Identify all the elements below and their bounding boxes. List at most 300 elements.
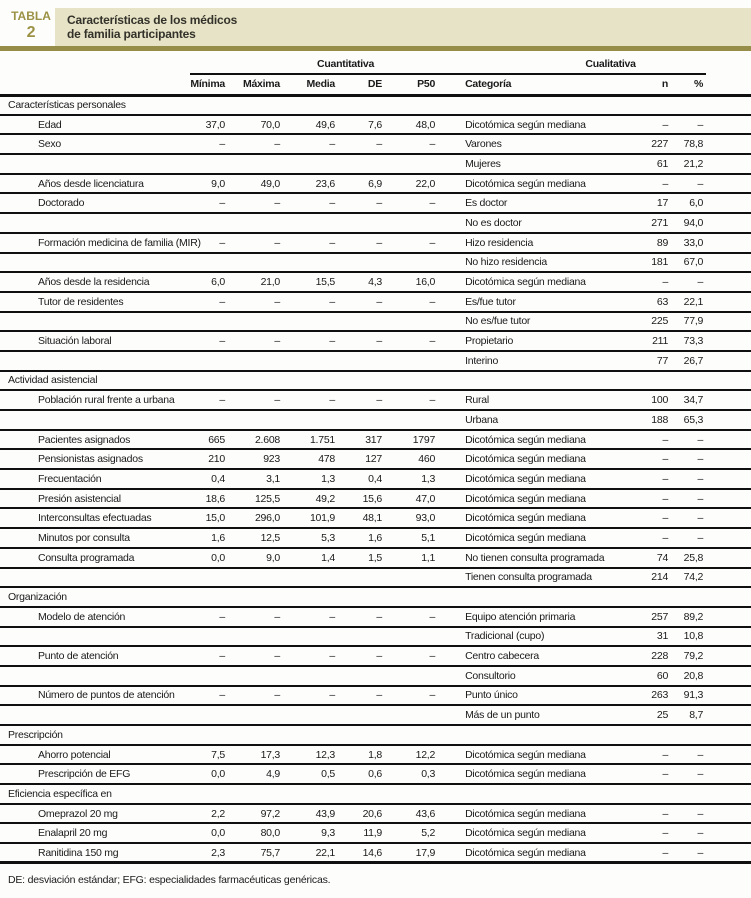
cell-pct: 73,3 xyxy=(670,331,706,351)
table-row xyxy=(0,489,751,509)
cell-n: 63 xyxy=(645,292,670,312)
cell-minima: 0,0 xyxy=(190,823,242,843)
table-row xyxy=(0,115,751,135)
table-row xyxy=(0,804,751,824)
row-label xyxy=(0,213,190,233)
cell-p50: 0,3 xyxy=(408,764,465,784)
cell-n: – xyxy=(645,449,670,469)
cell-media: 5,3 xyxy=(300,528,360,548)
badge-number: 2 xyxy=(26,24,36,41)
spacer-cell xyxy=(706,705,751,725)
table-row xyxy=(0,410,751,430)
cell-maxima: 923 xyxy=(242,449,300,469)
cell-categoria: Dicotómica según mediana xyxy=(465,430,645,450)
section-row xyxy=(0,784,751,804)
cell-p50 xyxy=(408,253,465,273)
cell-media: 1,3 xyxy=(300,469,360,489)
cell-media: – xyxy=(300,390,360,410)
table-row xyxy=(0,548,751,568)
cell-minima: – xyxy=(190,390,242,410)
cell-maxima: – xyxy=(242,134,300,154)
section-row xyxy=(0,587,751,607)
cell-minima: – xyxy=(190,233,242,253)
cell-categoria: Dicotómica según mediana xyxy=(465,508,645,528)
cell-maxima: 17,3 xyxy=(242,745,300,765)
spacer-cell xyxy=(706,193,751,213)
table-title-band xyxy=(55,8,751,46)
cell-media xyxy=(300,351,360,371)
cell-n: – xyxy=(645,843,670,863)
cell-maxima xyxy=(242,351,300,371)
table-row xyxy=(0,666,751,686)
cell-pct: – xyxy=(670,469,706,489)
row-label: Años desde la residencia xyxy=(0,272,190,292)
cell-n: 227 xyxy=(645,134,670,154)
cell-p50: 5,2 xyxy=(408,823,465,843)
cell-categoria: Mujeres xyxy=(465,154,645,174)
cell-minima: 0,0 xyxy=(190,548,242,568)
group-header-cuantitativa: Cuantitativa xyxy=(190,55,465,74)
spacer-cell xyxy=(706,115,751,135)
col-header-categoria: Categoría xyxy=(465,74,645,95)
cell-de: – xyxy=(360,390,408,410)
cell-minima xyxy=(190,154,242,174)
cell-media: – xyxy=(300,646,360,666)
row-label xyxy=(0,568,190,588)
cell-p50: 1,3 xyxy=(408,469,465,489)
cell-minima xyxy=(190,213,242,233)
row-label xyxy=(0,705,190,725)
table-row xyxy=(0,823,751,843)
cell-de: 15,6 xyxy=(360,489,408,509)
spacer-cell xyxy=(706,351,751,371)
cell-pct: – xyxy=(670,272,706,292)
spacer-cell xyxy=(706,745,751,765)
cell-pct: – xyxy=(670,764,706,784)
row-label: Omeprazol 20 mg xyxy=(0,804,190,824)
col-header-p50: P50 xyxy=(408,74,465,95)
cell-de: 127 xyxy=(360,449,408,469)
cell-media: – xyxy=(300,686,360,706)
cell-media xyxy=(300,312,360,332)
cell-maxima xyxy=(242,627,300,647)
cell-media: 49,6 xyxy=(300,115,360,135)
cell-n: 17 xyxy=(645,193,670,213)
table-row xyxy=(0,312,751,332)
cell-minima xyxy=(190,351,242,371)
cell-de: 4,3 xyxy=(360,272,408,292)
cell-categoria: No es/fue tutor xyxy=(465,312,645,332)
cell-n: 211 xyxy=(645,331,670,351)
cell-media: 43,9 xyxy=(300,804,360,824)
cell-pct: 10,8 xyxy=(670,627,706,647)
section-label: Organización xyxy=(0,587,751,607)
cell-maxima: 80,0 xyxy=(242,823,300,843)
cell-categoria: Punto único xyxy=(465,686,645,706)
section-label: Características personales xyxy=(0,95,751,115)
spacer-cell xyxy=(706,312,751,332)
table-row xyxy=(0,430,751,450)
cell-n: – xyxy=(645,272,670,292)
cell-n: 25 xyxy=(645,705,670,725)
cell-n: 100 xyxy=(645,390,670,410)
cell-n: – xyxy=(645,115,670,135)
cell-minima: 6,0 xyxy=(190,272,242,292)
spacer-cell xyxy=(706,449,751,469)
spacer-cell xyxy=(706,568,751,588)
table-row xyxy=(0,134,751,154)
cell-pct: 65,3 xyxy=(670,410,706,430)
cell-maxima: 9,0 xyxy=(242,548,300,568)
cell-p50: 1797 xyxy=(408,430,465,450)
cell-n: – xyxy=(645,508,670,528)
cell-minima: 37,0 xyxy=(190,115,242,135)
row-label xyxy=(0,351,190,371)
cell-de: – xyxy=(360,134,408,154)
cell-categoria: No es doctor xyxy=(465,213,645,233)
row-label: Número de puntos de atención xyxy=(0,686,190,706)
cell-maxima: 75,7 xyxy=(242,843,300,863)
cell-categoria: Dicotómica según mediana xyxy=(465,804,645,824)
cell-n: 271 xyxy=(645,213,670,233)
cell-n: 61 xyxy=(645,154,670,174)
cell-p50 xyxy=(408,410,465,430)
table-row xyxy=(0,193,751,213)
table-row xyxy=(0,331,751,351)
table-row xyxy=(0,469,751,489)
col-header-maxima: Máxima xyxy=(242,74,300,95)
cell-n: 181 xyxy=(645,253,670,273)
cell-maxima: 21,0 xyxy=(242,272,300,292)
cell-maxima xyxy=(242,312,300,332)
cell-p50: 48,0 xyxy=(408,115,465,135)
cell-minima xyxy=(190,312,242,332)
row-label: Minutos por consulta xyxy=(0,528,190,548)
cell-media xyxy=(300,568,360,588)
spacer-cell xyxy=(706,430,751,450)
cell-media: – xyxy=(300,233,360,253)
column-header-row xyxy=(0,74,751,95)
cell-p50: – xyxy=(408,686,465,706)
cell-categoria: Tradicional (cupo) xyxy=(465,627,645,647)
cell-n: – xyxy=(645,489,670,509)
cell-de: – xyxy=(360,193,408,213)
cell-p50: 93,0 xyxy=(408,508,465,528)
table-row xyxy=(0,292,751,312)
cell-de: 317 xyxy=(360,430,408,450)
cell-categoria: Urbana xyxy=(465,410,645,430)
row-label: Formación medicina de familia (MIR) xyxy=(0,233,190,253)
spacer-cell xyxy=(706,804,751,824)
cell-minima: – xyxy=(190,331,242,351)
cell-pct: 91,3 xyxy=(670,686,706,706)
header-divider-bar xyxy=(0,46,751,51)
cell-media xyxy=(300,410,360,430)
cell-media xyxy=(300,627,360,647)
cell-pct: 34,7 xyxy=(670,390,706,410)
cell-p50 xyxy=(408,213,465,233)
cell-media xyxy=(300,253,360,273)
cell-pct: 67,0 xyxy=(670,253,706,273)
cell-p50: 1,1 xyxy=(408,548,465,568)
cell-categoria: Es doctor xyxy=(465,193,645,213)
cell-minima: 2,3 xyxy=(190,843,242,863)
row-label: Presión asistencial xyxy=(0,489,190,509)
cell-n: 225 xyxy=(645,312,670,332)
spacer-cell xyxy=(706,154,751,174)
row-label: Prescripción de EFG xyxy=(0,764,190,784)
cell-categoria: Dicotómica según mediana xyxy=(465,528,645,548)
cell-de: – xyxy=(360,233,408,253)
spacer-cell xyxy=(706,74,751,95)
table-row xyxy=(0,764,751,784)
cell-minima xyxy=(190,568,242,588)
section-row xyxy=(0,371,751,391)
row-label: Modelo de atención xyxy=(0,607,190,627)
cell-media: 9,3 xyxy=(300,823,360,843)
cell-n: 77 xyxy=(645,351,670,371)
table-row xyxy=(0,449,751,469)
cell-p50 xyxy=(408,568,465,588)
row-label: Enalapril 20 mg xyxy=(0,823,190,843)
table-row xyxy=(0,607,751,627)
cell-pct: – xyxy=(670,430,706,450)
cell-media: – xyxy=(300,134,360,154)
table-row xyxy=(0,646,751,666)
cell-p50: – xyxy=(408,233,465,253)
cell-pct: 78,8 xyxy=(670,134,706,154)
cell-minima: – xyxy=(190,193,242,213)
cell-categoria: Dicotómica según mediana xyxy=(465,489,645,509)
cell-minima xyxy=(190,253,242,273)
cell-minima: 665 xyxy=(190,430,242,450)
cell-p50: 5,1 xyxy=(408,528,465,548)
spacer-cell xyxy=(706,469,751,489)
cell-pct: – xyxy=(670,823,706,843)
cell-categoria: Dicotómica según mediana xyxy=(465,745,645,765)
cell-pct: – xyxy=(670,804,706,824)
table-row xyxy=(0,843,751,863)
row-label xyxy=(0,666,190,686)
cell-p50: 460 xyxy=(408,449,465,469)
cell-media: 101,9 xyxy=(300,508,360,528)
row-label: Pacientes asignados xyxy=(0,430,190,450)
cell-n: 228 xyxy=(645,646,670,666)
cell-maxima: 3,1 xyxy=(242,469,300,489)
cell-n: 263 xyxy=(645,686,670,706)
cell-de xyxy=(360,705,408,725)
cell-pct: 26,7 xyxy=(670,351,706,371)
cell-n: – xyxy=(645,745,670,765)
cell-de: – xyxy=(360,607,408,627)
cell-pct: 79,2 xyxy=(670,646,706,666)
cell-de: 0,4 xyxy=(360,469,408,489)
cell-pct: 33,0 xyxy=(670,233,706,253)
table-row xyxy=(0,213,751,233)
cell-minima xyxy=(190,666,242,686)
cell-p50 xyxy=(408,627,465,647)
cell-de xyxy=(360,253,408,273)
cell-n: 257 xyxy=(645,607,670,627)
cell-categoria: No hizo residencia xyxy=(465,253,645,273)
spacer-cell xyxy=(706,55,751,74)
cell-maxima: – xyxy=(242,390,300,410)
cell-minima: – xyxy=(190,134,242,154)
cell-media: 1,4 xyxy=(300,548,360,568)
spacer-cell xyxy=(706,410,751,430)
cell-minima: – xyxy=(190,292,242,312)
cell-maxima: 70,0 xyxy=(242,115,300,135)
cell-p50: – xyxy=(408,134,465,154)
cell-minima: 1,6 xyxy=(190,528,242,548)
characteristics-table xyxy=(0,55,751,864)
cell-categoria: Dicotómica según mediana xyxy=(465,115,645,135)
cell-pct: 8,7 xyxy=(670,705,706,725)
cell-media: – xyxy=(300,292,360,312)
spacer-cell xyxy=(706,233,751,253)
table-row xyxy=(0,272,751,292)
cell-media xyxy=(300,666,360,686)
cell-de: 1,6 xyxy=(360,528,408,548)
table-title-line1: Características de los médicos xyxy=(67,12,238,27)
row-label: Años desde licenciatura xyxy=(0,174,190,194)
table-number-badge xyxy=(8,8,54,46)
cell-de: 1,8 xyxy=(360,745,408,765)
cell-p50: – xyxy=(408,607,465,627)
cell-media: 23,6 xyxy=(300,174,360,194)
row-label: Población rural frente a urbana xyxy=(0,390,190,410)
cell-maxima: – xyxy=(242,607,300,627)
cell-minima: 2,2 xyxy=(190,804,242,824)
cell-categoria: Interino xyxy=(465,351,645,371)
spacer-cell xyxy=(706,134,751,154)
cell-categoria: Dicotómica según mediana xyxy=(465,469,645,489)
table-row xyxy=(0,568,751,588)
row-label: Sexo xyxy=(0,134,190,154)
cell-maxima: – xyxy=(242,646,300,666)
row-label: Consulta programada xyxy=(0,548,190,568)
cell-de: – xyxy=(360,331,408,351)
row-label: Punto de atención xyxy=(0,646,190,666)
cell-p50: – xyxy=(408,331,465,351)
cell-maxima: 4,9 xyxy=(242,764,300,784)
cell-de: 7,6 xyxy=(360,115,408,135)
row-label xyxy=(0,253,190,273)
cell-categoria: Propietario xyxy=(465,331,645,351)
cell-de: 48,1 xyxy=(360,508,408,528)
cell-de: 1,5 xyxy=(360,548,408,568)
cell-maxima: – xyxy=(242,233,300,253)
row-label: Edad xyxy=(0,115,190,135)
col-header-media: Media xyxy=(300,74,360,95)
table-header xyxy=(0,8,751,46)
cell-p50 xyxy=(408,705,465,725)
row-label: Pensionistas asignados xyxy=(0,449,190,469)
cell-maxima xyxy=(242,568,300,588)
cell-p50 xyxy=(408,666,465,686)
cell-n: – xyxy=(645,804,670,824)
cell-p50: – xyxy=(408,646,465,666)
cell-pct: 77,9 xyxy=(670,312,706,332)
row-label xyxy=(0,627,190,647)
cell-de xyxy=(360,410,408,430)
cell-maxima: 125,5 xyxy=(242,489,300,509)
cell-minima: 7,5 xyxy=(190,745,242,765)
cell-categoria: Consultorio xyxy=(465,666,645,686)
cell-media: 1.751 xyxy=(300,430,360,450)
cell-categoria: Rural xyxy=(465,390,645,410)
cell-pct: 22,1 xyxy=(670,292,706,312)
cell-minima: 0,0 xyxy=(190,764,242,784)
group-header-cualitativa: Cualitativa xyxy=(465,55,706,74)
cell-minima xyxy=(190,410,242,430)
spacer-cell xyxy=(706,823,751,843)
row-label: Ahorro potencial xyxy=(0,745,190,765)
cell-media xyxy=(300,154,360,174)
cell-n: 74 xyxy=(645,548,670,568)
cell-minima: 0,4 xyxy=(190,469,242,489)
cell-n: 89 xyxy=(645,233,670,253)
section-label: Eficiencia específica en xyxy=(0,784,751,804)
cell-pct: – xyxy=(670,745,706,765)
cell-categoria: Es/fue tutor xyxy=(465,292,645,312)
table-footnote: DE: desviación estándar; EFG: especialidades farmacéuticas genéricas. xyxy=(8,874,331,886)
cell-categoria: Dicotómica según mediana xyxy=(465,449,645,469)
spacer-cell xyxy=(706,646,751,666)
cell-de: 11,9 xyxy=(360,823,408,843)
spacer-cell xyxy=(706,528,751,548)
cell-categoria: Equipo atención primaria xyxy=(465,607,645,627)
cell-n: – xyxy=(645,823,670,843)
cell-de xyxy=(360,627,408,647)
table-row xyxy=(0,233,751,253)
cell-maxima: 296,0 xyxy=(242,508,300,528)
cell-media xyxy=(300,213,360,233)
cell-maxima xyxy=(242,705,300,725)
cell-minima xyxy=(190,627,242,647)
cell-de: – xyxy=(360,646,408,666)
cell-media xyxy=(300,705,360,725)
table-row xyxy=(0,174,751,194)
cell-maxima xyxy=(242,213,300,233)
spacer-cell xyxy=(706,174,751,194)
cell-maxima: 12,5 xyxy=(242,528,300,548)
cell-media: 49,2 xyxy=(300,489,360,509)
section-label: Prescripción xyxy=(0,725,751,745)
cell-pct: 21,2 xyxy=(670,154,706,174)
row-label xyxy=(0,312,190,332)
cell-de xyxy=(360,568,408,588)
cell-p50: 22,0 xyxy=(408,174,465,194)
empty-corner xyxy=(0,74,190,95)
cell-maxima: 97,2 xyxy=(242,804,300,824)
cell-maxima xyxy=(242,410,300,430)
cell-p50: – xyxy=(408,193,465,213)
table-row xyxy=(0,745,751,765)
cell-pct: – xyxy=(670,115,706,135)
cell-minima: 18,6 xyxy=(190,489,242,509)
cell-maxima: – xyxy=(242,193,300,213)
spacer-cell xyxy=(706,843,751,863)
cell-n: – xyxy=(645,469,670,489)
table-row xyxy=(0,528,751,548)
cell-categoria: Dicotómica según mediana xyxy=(465,843,645,863)
cell-p50: 43,6 xyxy=(408,804,465,824)
badge-label: TABLA xyxy=(11,9,51,23)
cell-pct: 20,8 xyxy=(670,666,706,686)
cell-pct: 6,0 xyxy=(670,193,706,213)
cell-pct: – xyxy=(670,174,706,194)
